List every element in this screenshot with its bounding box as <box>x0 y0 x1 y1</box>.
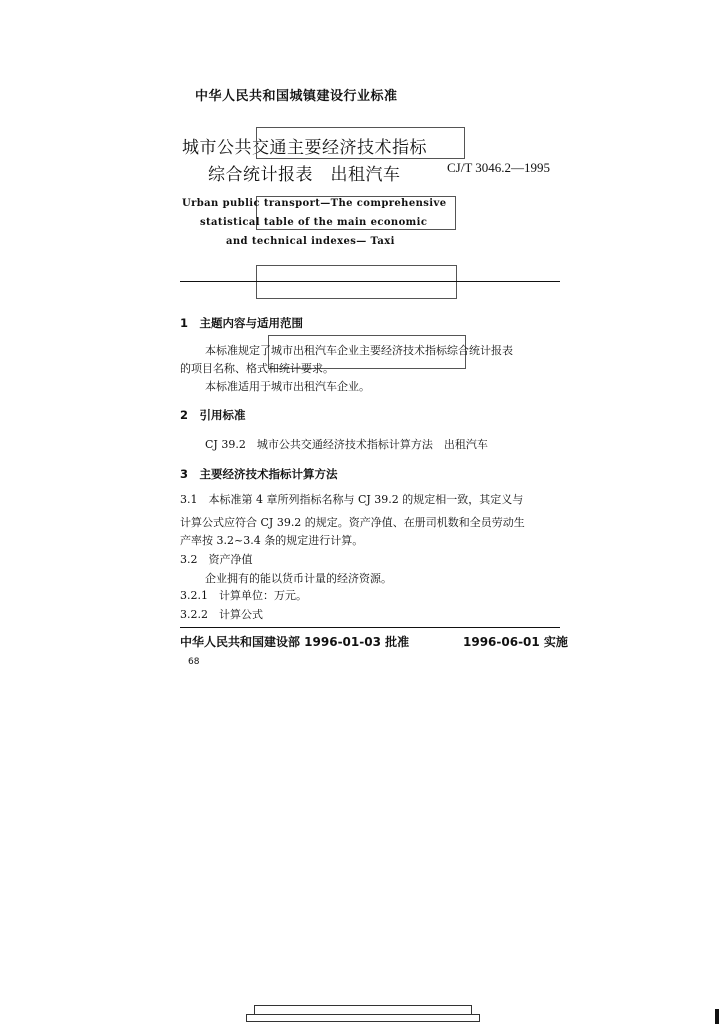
english-title-line-3: and technical indexes— Taxi <box>226 236 395 247</box>
annotation-box <box>256 127 465 159</box>
section-2-heading: 2 引用标准 <box>180 408 246 422</box>
clause-3-2-text: 企业拥有的能以货币计量的经济资源。 <box>205 572 392 585</box>
section-1-paragraph-line: 本标准规定了城市出租汽车企业主要经济技术指标综合统计报表 <box>205 344 513 357</box>
english-title-line-1: Urban public transport—The comprehensive <box>182 198 447 209</box>
clause-3-1-line: 产率按 3.2~3.4 条的规定进行计算。 <box>180 534 364 547</box>
document-title-line-2: 综合统计报表 出租汽车 <box>208 165 401 185</box>
clause-3-1-line: 计算公式应符合 CJ 39.2 的规定。资产净值、在册司机数和全员劳动生 <box>180 516 525 529</box>
footer-divider <box>180 627 560 628</box>
approval-date: 中华人民共和国建设部 1996-01-03 批准 <box>180 635 410 649</box>
section-3-heading: 3 主要经济技术指标计算方法 <box>180 467 338 481</box>
clause-3-1-line: 3.1 本标准第 4 章所列指标名称与 CJ 39.2 的规定相一致，其定义与 <box>180 493 524 506</box>
section-2-reference: CJ 39.2 城市公共交通经济技术指标计算方法 出租汽车 <box>205 438 488 451</box>
header-divider <box>180 281 560 282</box>
clause-3-2-heading: 3.2 资产净值 <box>180 553 253 566</box>
section-1-paragraph-line: 的项目名称、格式和统计要求。 <box>180 362 334 375</box>
standard-code: CJ/T 3046.2—1995 <box>447 160 551 175</box>
clause-3-2-2: 3.2.2 计算公式 <box>180 608 263 621</box>
issuing-standard-category: 中华人民共和国城镇建设行业标准 <box>195 89 398 104</box>
scan-edge-mark <box>715 1009 719 1024</box>
section-1-paragraph-line: 本标准适用于城市出租汽车企业。 <box>205 380 370 393</box>
english-title-line-2: statistical table of the main economic <box>200 217 428 228</box>
section-1-heading: 1 主题内容与适用范围 <box>180 316 304 330</box>
scan-artifact-box <box>246 1014 480 1022</box>
page-number: 68 <box>188 657 200 667</box>
document-title-line-1: 城市公共交通主要经济技术指标 <box>182 138 427 158</box>
effective-date: 1996-06-01 实施 <box>463 635 568 649</box>
clause-3-2-1: 3.2.1 计算单位：万元。 <box>180 589 307 602</box>
annotation-box <box>256 265 457 299</box>
